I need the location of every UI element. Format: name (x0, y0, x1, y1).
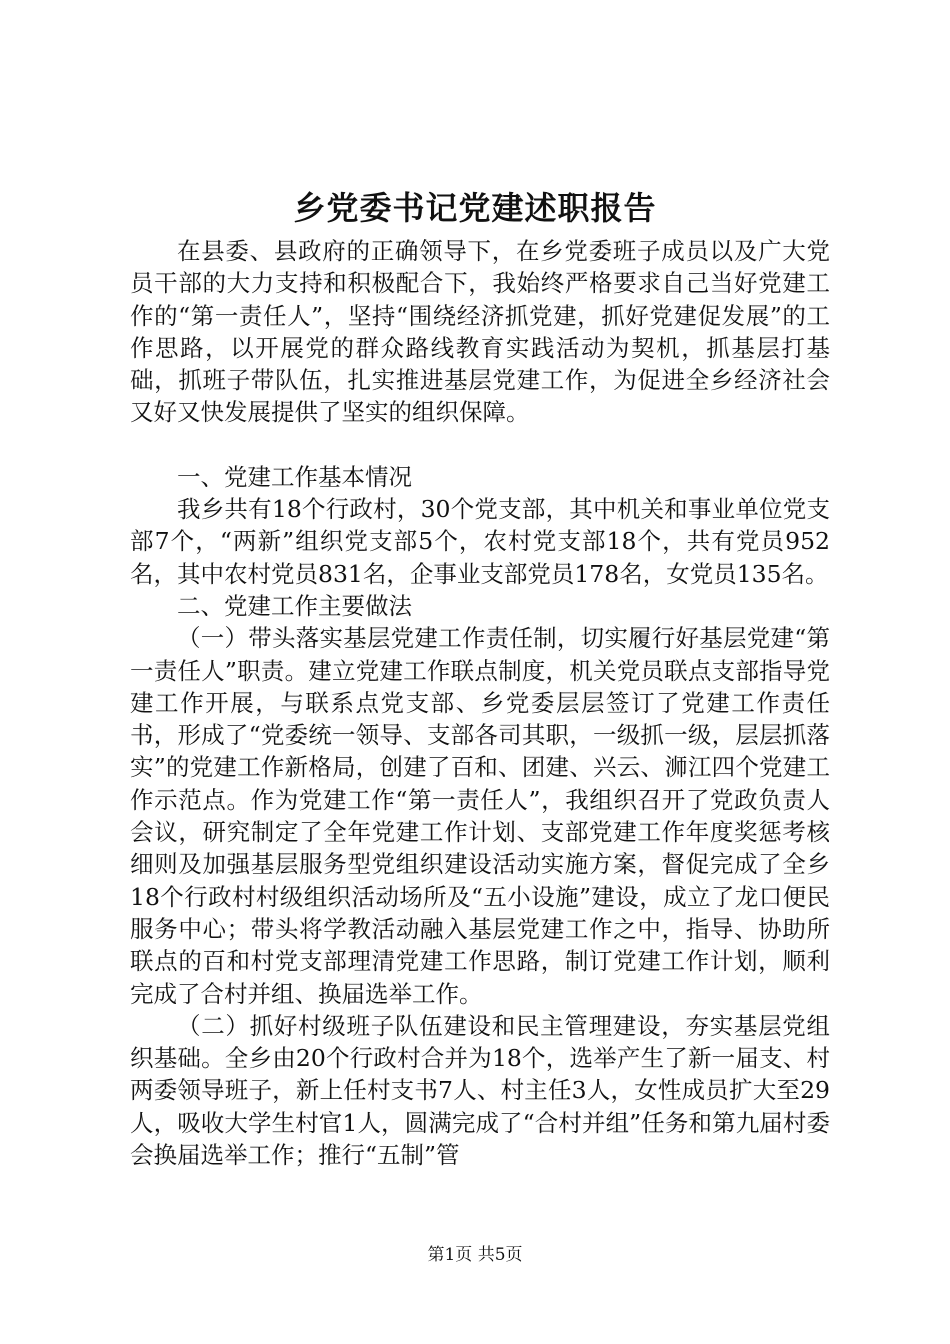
section-2-item-2: （二）抓好村级班子队伍建设和民主管理建设，夯实基层党组织基础。全乡由20个行政村合并为18个，选举产生了新一届支、村两委领导班子，新上任村支书7人、村主任3人，女性成员扩大至29人，吸收大学生村官1人，圆满完成了“合村并组”任务和第九届村委会换届选举工作；推行“五制”管 (130, 1011, 830, 1170)
document-title: 乡党委书记党建述职报告 (293, 189, 657, 227)
page-footer: 第1页 共5页 (427, 1245, 523, 1265)
intro-paragraph: 在县委、县政府的正确领导下，在乡党委班子成员以及广大党员干部的大力支持和积极配合下，我始终严格要求自己当好党建工作的“第一责任人”，坚持“围绕经济抓党建，抓好党建促发展”的工作思路，以开展党的群众路线教育实践活动为契机，抓基层打基础，抓班子带队伍，扎实推进基层党建工作，为促进全乡经济社会又好又快发展提供了坚实的组织保障。 (130, 237, 830, 427)
section-2-item-1: （一）带头落实基层党建工作责任制，切实履行好基层党建“第一责任人”职责。建立党建工作联点制度，机关党员联点支部指导党建工作开展，与联系点党支部、乡党委层层签订了党建工作责任书，形成了“党委统一领导、支部各司其职，一级抓一级，层层抓落实”的党建工作新格局，创建了百和、团建、兴云、浉江四个党建工作示范点。作为党建工作“第一责任人”，我组织召开了党政负责人会议，研究制定了全年党建工作计划、支部党建工作年度奖惩考核细则及加强基层服务型党组织建设活动实施方案，督促完成了全乡18个行政村村级组织活动场所及“五小设施”建设，成立了龙口便民服务中心；带头将学教活动融入基层党建工作之中，指导、协助所联点的百和村党支部理清党建工作思路，制订党建工作计划，顺利完成了合村并组、换届选举工作。 (130, 624, 830, 1008)
document-body (130, 235, 830, 1171)
section-1-paragraph: 我乡共有18个行政村，30个党支部，其中机关和事业单位党支部7个，“两新”组织党支部5个，农村党支部18个，共有党员952名，其中农村党员831名，企事业支部党员178名，女党员135名。 (130, 495, 830, 588)
section-heading-2: 二、党建工作主要做法 (177, 591, 412, 620)
section-heading-1: 一、党建工作基本情况 (177, 462, 412, 491)
paragraph-gap (130, 429, 830, 461)
